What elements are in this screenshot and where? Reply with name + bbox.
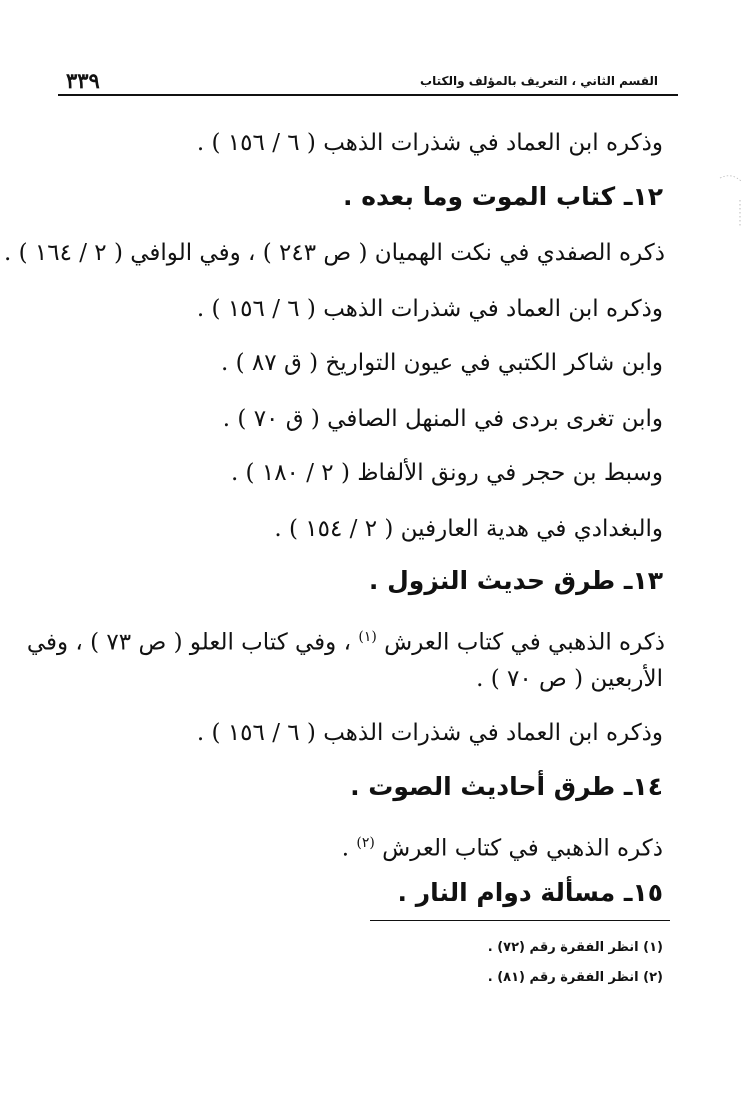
- text-line-with-footnote: [27, 620, 665, 660]
- text-segment: ذكره الذهبي في كتاب العرش: [384, 629, 665, 656]
- footnote-1: (١) انظر الفقرة رقم (٧٢) .: [487, 940, 663, 955]
- scan-edge-marks: [718, 170, 746, 240]
- text-line: والبغدادي في هدية العارفين ( ٢ / ١٥٤ ) .: [274, 516, 663, 542]
- header-rule: [58, 94, 678, 96]
- footnote-ref-2[interactable]: (٢): [356, 835, 375, 851]
- text-line: وسبط بن حجر في رونق الألفاظ ( ٢ / ١٨٠ ) .: [230, 460, 663, 486]
- text-line: وذكره ابن العماد في شذرات الذهب ( ٦ / ١٥٦ ) .: [196, 720, 663, 746]
- text-line: وذكره ابن العماد في شذرات الذهب ( ٦ / ١٥٦ ) .: [196, 296, 663, 322]
- text-line: ذكره الصفدي في نكت الهميان ( ص ٢٤٣ ) ، وفي الوافي ( ٢ / ١٦٤ ) .: [3, 240, 665, 266]
- running-header: [58, 64, 678, 94]
- text-line: وذكره ابن العماد في شذرات الذهب ( ٦ / ١٥٦ ) .: [196, 130, 663, 156]
- text-segment: ذكره الذهبي في كتاب العرش: [382, 835, 663, 862]
- text-line: وابن تغرى بردى في المنهل الصافي ( ق ٧٠ ) .: [222, 406, 663, 432]
- footnote-separator: [370, 920, 670, 921]
- text-line-with-footnote: [342, 826, 663, 866]
- footnote-2: (٢) انظر الفقرة رقم (٨١) .: [487, 970, 663, 985]
- text-line: وابن شاكر الكتبي في عيون التواريخ ( ق ٨٧ ) .: [221, 350, 663, 376]
- text-segment: ، وفي كتاب العلو ( ص ٧٣ ) ، وفي: [26, 629, 352, 656]
- section-heading-13: ١٣ـ طرق حديث النزول .: [368, 566, 663, 595]
- running-header-title: القسم الثاني ، التعريف بالمؤلف والكتاب: [420, 74, 658, 88]
- section-heading-15: ١٥ـ مسألة دوام النار .: [397, 878, 663, 907]
- section-heading-12: ١٢ـ كتاب الموت وما بعده .: [343, 182, 663, 211]
- page-number: ٣٣٩: [66, 68, 100, 93]
- section-heading-14: ١٤ـ طرق أحاديث الصوت .: [350, 772, 663, 801]
- text-line: الأربعين ( ص ٧٠ ) .: [476, 666, 663, 692]
- text-segment: .: [341, 835, 350, 862]
- footnote-ref-1[interactable]: (١): [358, 629, 377, 645]
